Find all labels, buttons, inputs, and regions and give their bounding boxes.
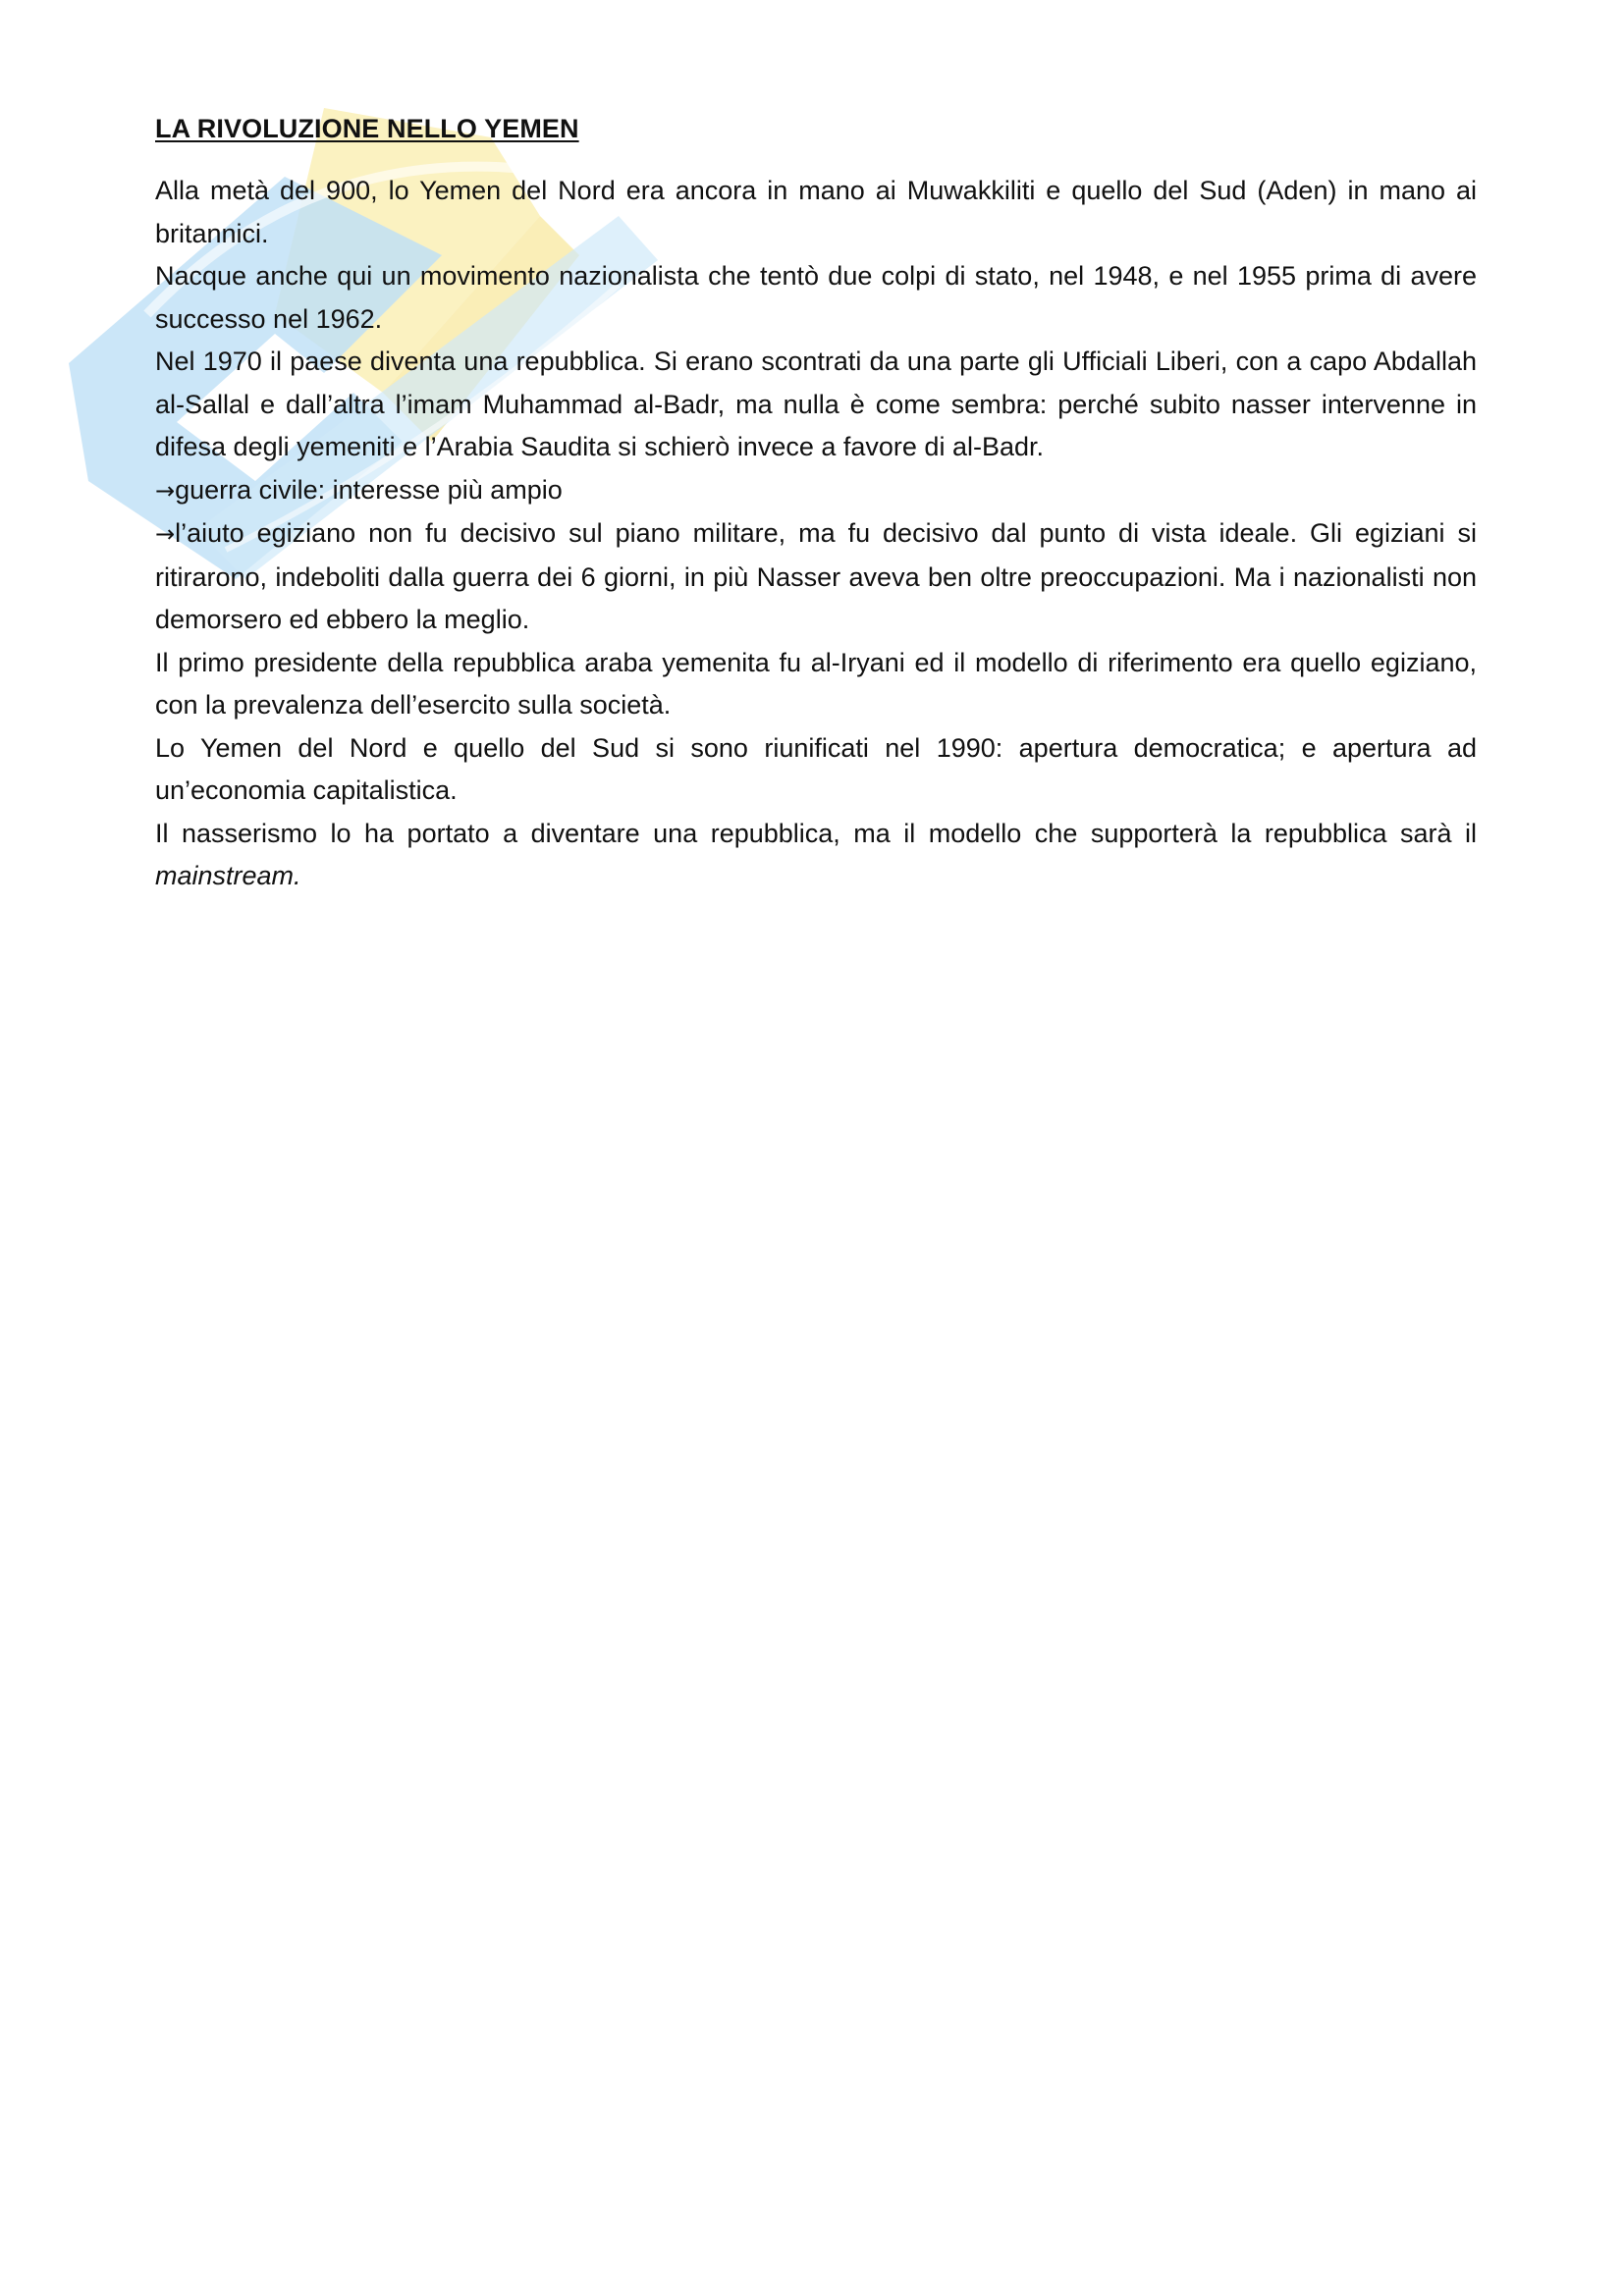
paragraph-3: Nel 1970 il paese diventa una repubblica. Si erano scontrati da una parte gli Ufficiali Liberi, con a capo Abdallah al-Sallal e dall’altra l’imam Muhammad al-Badr, ma nulla è come sembra: perché subito nasser intervenne in difesa degli yemeniti e l’Arabia Saudita si schierò invece a favore di al-Badr.	[155, 347, 1477, 461]
paragraph-6	[155, 813, 1477, 898]
paragraph-2: Nacque anche qui un movimento nazionalista che tentò due colpi di stato, nel 1948, e nel 1955 prima di avere successo nel 1962.	[155, 261, 1477, 334]
document-title: LA RIVOLUZIONE NELLO YEMEN	[155, 114, 579, 143]
paragraph-5: Lo Yemen del Nord e quello del Sud si sono riunificati nel 1990: apertura democratica; e apertura ad un’economia capitalistica.	[155, 732, 1477, 805]
paragraph-4: Il primo presidente della repubblica araba yemenita fu al-Iryani ed il modello di riferimento era quello egiziano, con la prevalenza dell’esercito sulla società.	[155, 647, 1477, 720]
arrow-item-2	[155, 512, 1477, 642]
arrow-item-1	[155, 469, 1477, 513]
arrow-icon: →	[155, 476, 176, 505]
paragraph-1: Alla metà del 900, lo Yemen del Nord era ancora in mano ai Muwakkiliti e quello del Sud (Aden) in mano ai britannici.	[155, 176, 1477, 248]
arrow-item-text: l’aiuto egiziano non fu decisivo sul piano militare, ma fu decisivo dal punto di vista ideale. Gli egiziani si ritirarono, indeboliti dalla guerra dei 6 giorni, in più Nasser aveva ben oltre preoccupazioni. Ma i nazionalisti non demorsero ed ebbero la meglio.	[155, 518, 1477, 634]
paragraph-6-italic: mainstream.	[155, 861, 301, 890]
paragraph-6-text: Il nasserismo lo ha portato a diventare una repubblica, ma il modello che supporterà la repubblica sarà il	[155, 818, 1477, 848]
arrow-item-text: guerra civile: interesse più ampio	[175, 474, 563, 505]
arrow-icon: →	[155, 520, 176, 548]
document-body	[155, 114, 1477, 898]
